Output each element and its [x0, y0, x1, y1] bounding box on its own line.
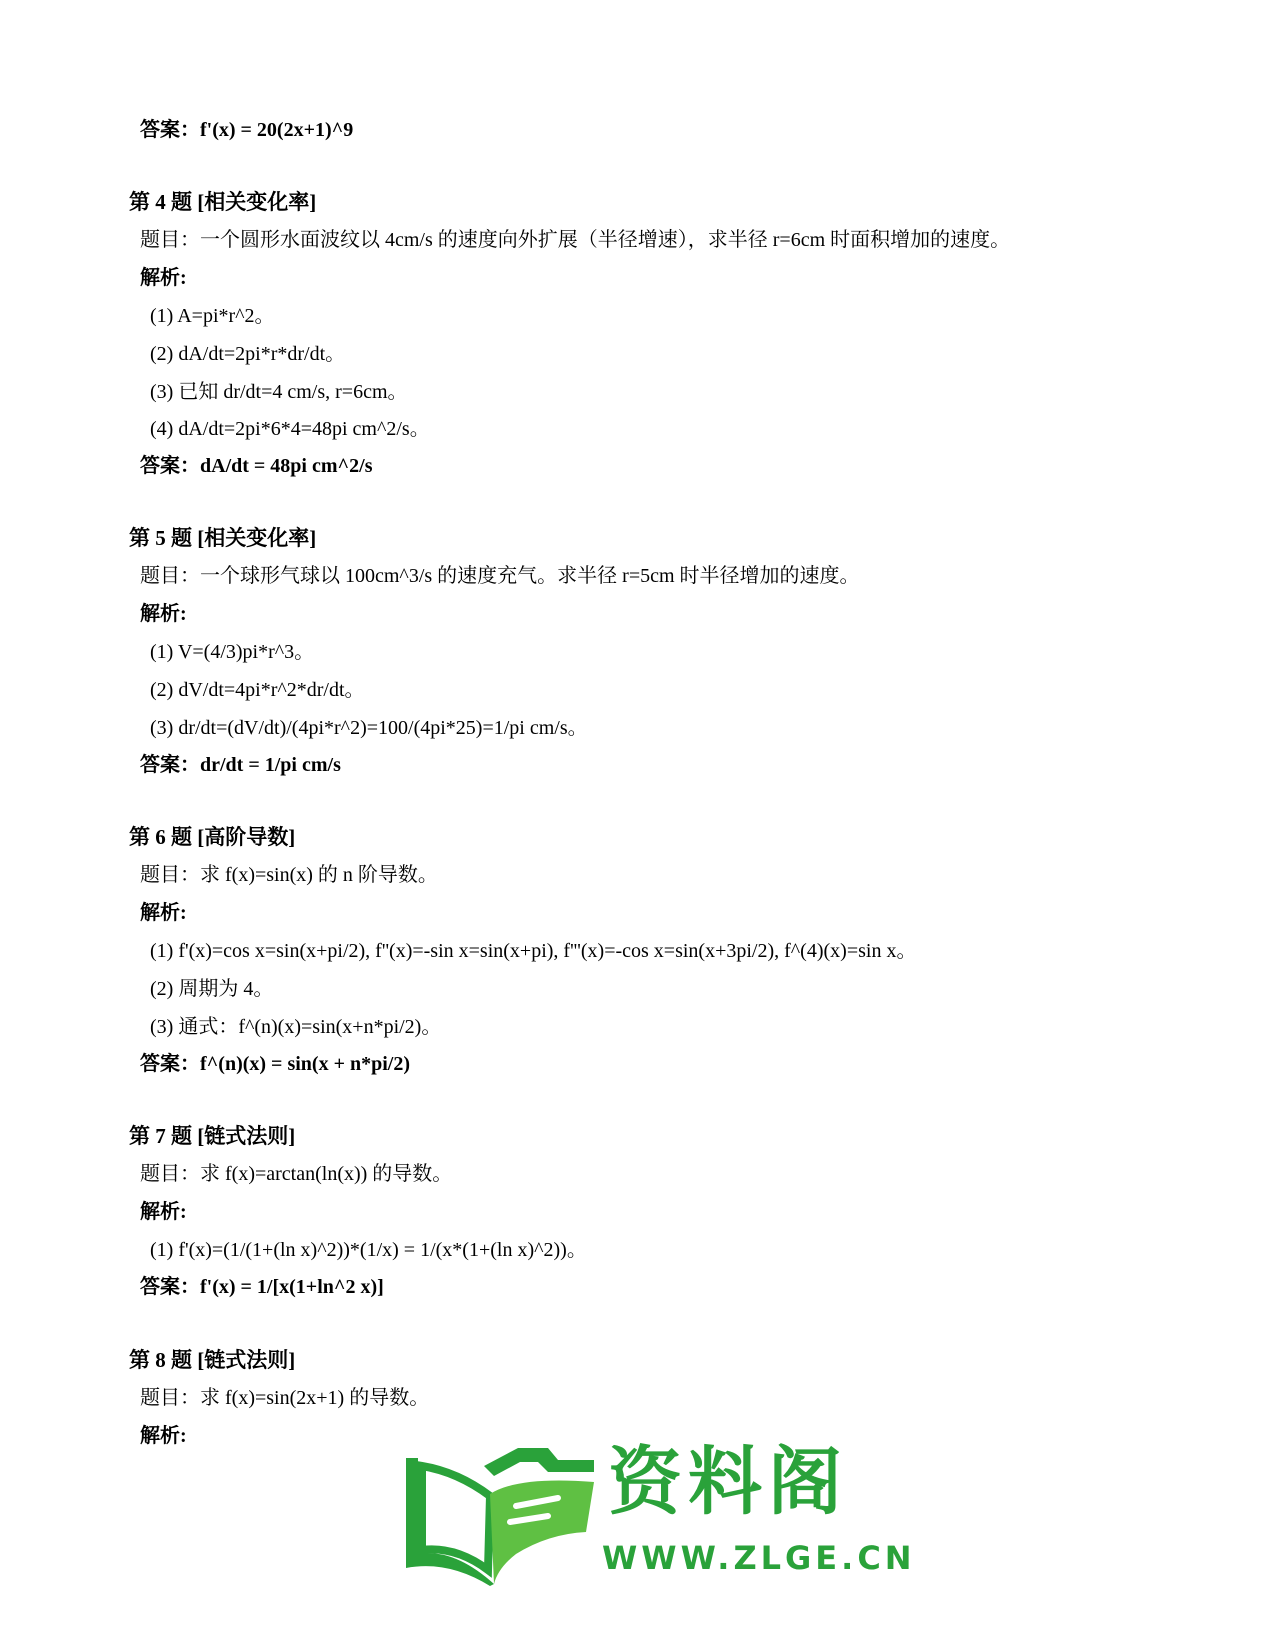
- analysis-label-q4: 解析:: [140, 267, 187, 289]
- step-q6-3: (3) 通式：f^(n)(x)=sin(x+n*pi/2)。: [150, 1016, 442, 1038]
- analysis-label-q8: 解析:: [140, 1425, 187, 1447]
- heading-q4: 第 4 题 [相关变化率]: [129, 190, 317, 214]
- heading-q7: 第 7 题 [链式法则]: [129, 1124, 296, 1148]
- step-q5-3: (3) dr/dt=(dV/dt)/(4pi*r^2)=100/(4pi*25)=1/pi cm/s。: [150, 717, 588, 739]
- answer-q6: 答案：f^(n)(x) = sin(x + n*pi/2): [140, 1053, 410, 1075]
- heading-q8: 第 8 题 [链式法则]: [129, 1348, 296, 1372]
- step-q6-2: (2) 周期为 4。: [150, 978, 274, 1000]
- analysis-label-q5: 解析:: [140, 603, 187, 625]
- analysis-label-q6: 解析:: [140, 902, 187, 924]
- question-q7: 题目：求 f(x)=arctan(ln(x)) 的导数。: [140, 1163, 453, 1185]
- step-q7-1: (1) f'(x)=(1/(1+(ln x)^2))*(1/x) = 1/(x*(1+(ln x)^2))。: [150, 1239, 587, 1261]
- answer-q5: 答案：dr/dt = 1/pi cm/s: [140, 754, 341, 776]
- step-q6-1: (1) f'(x)=cos x=sin(x+pi/2), f''(x)=-sin x=sin(x+pi), f'''(x)=-cos x=sin(x+3pi/2), f^(4)(x)=sin x。: [150, 940, 917, 962]
- question-q4: 题目：一个圆形水面波纹以 4cm/s 的速度向外扩展（半径增速），求半径 r=6cm 时面积增加的速度。: [140, 229, 1011, 251]
- open-book-folder-icon: [398, 1436, 598, 1596]
- answer-q7: 答案：f'(x) = 1/[x(1+ln^2 x)]: [140, 1276, 384, 1298]
- step-q4-2: (2) dA/dt=2pi*r*dr/dt。: [150, 343, 346, 365]
- question-q5: 题目：一个球形气球以 100cm^3/s 的速度充气。求半径 r=5cm 时半径增加的速度。: [140, 565, 860, 587]
- heading-q5: 第 5 题 [相关变化率]: [129, 526, 317, 550]
- watermark-title: 资料阁: [608, 1439, 848, 1525]
- answer-q4: 答案：dA/dt = 48pi cm^2/s: [140, 455, 373, 477]
- analysis-label-q7: 解析:: [140, 1201, 187, 1223]
- step-q4-3: (3) 已知 dr/dt=4 cm/s, r=6cm。: [150, 381, 408, 403]
- step-q5-2: (2) dV/dt=4pi*r^2*dr/dt。: [150, 679, 365, 701]
- watermark-url: WWW.ZLGE.CN: [602, 1539, 916, 1577]
- answer-q3: 答案：f'(x) = 20(2x+1)^9: [140, 119, 354, 141]
- question-q8: 题目：求 f(x)=sin(2x+1) 的导数。: [140, 1387, 430, 1409]
- question-q6: 题目：求 f(x)=sin(x) 的 n 阶导数。: [140, 864, 438, 886]
- heading-q6: 第 6 题 [高阶导数]: [129, 825, 296, 849]
- watermark-logo: [398, 1436, 916, 1596]
- step-q4-1: (1) A=pi*r^2。: [150, 305, 275, 327]
- step-q4-4: (4) dA/dt=2pi*6*4=48pi cm^2/s。: [150, 418, 430, 440]
- step-q5-1: (1) V=(4/3)pi*r^3。: [150, 641, 315, 663]
